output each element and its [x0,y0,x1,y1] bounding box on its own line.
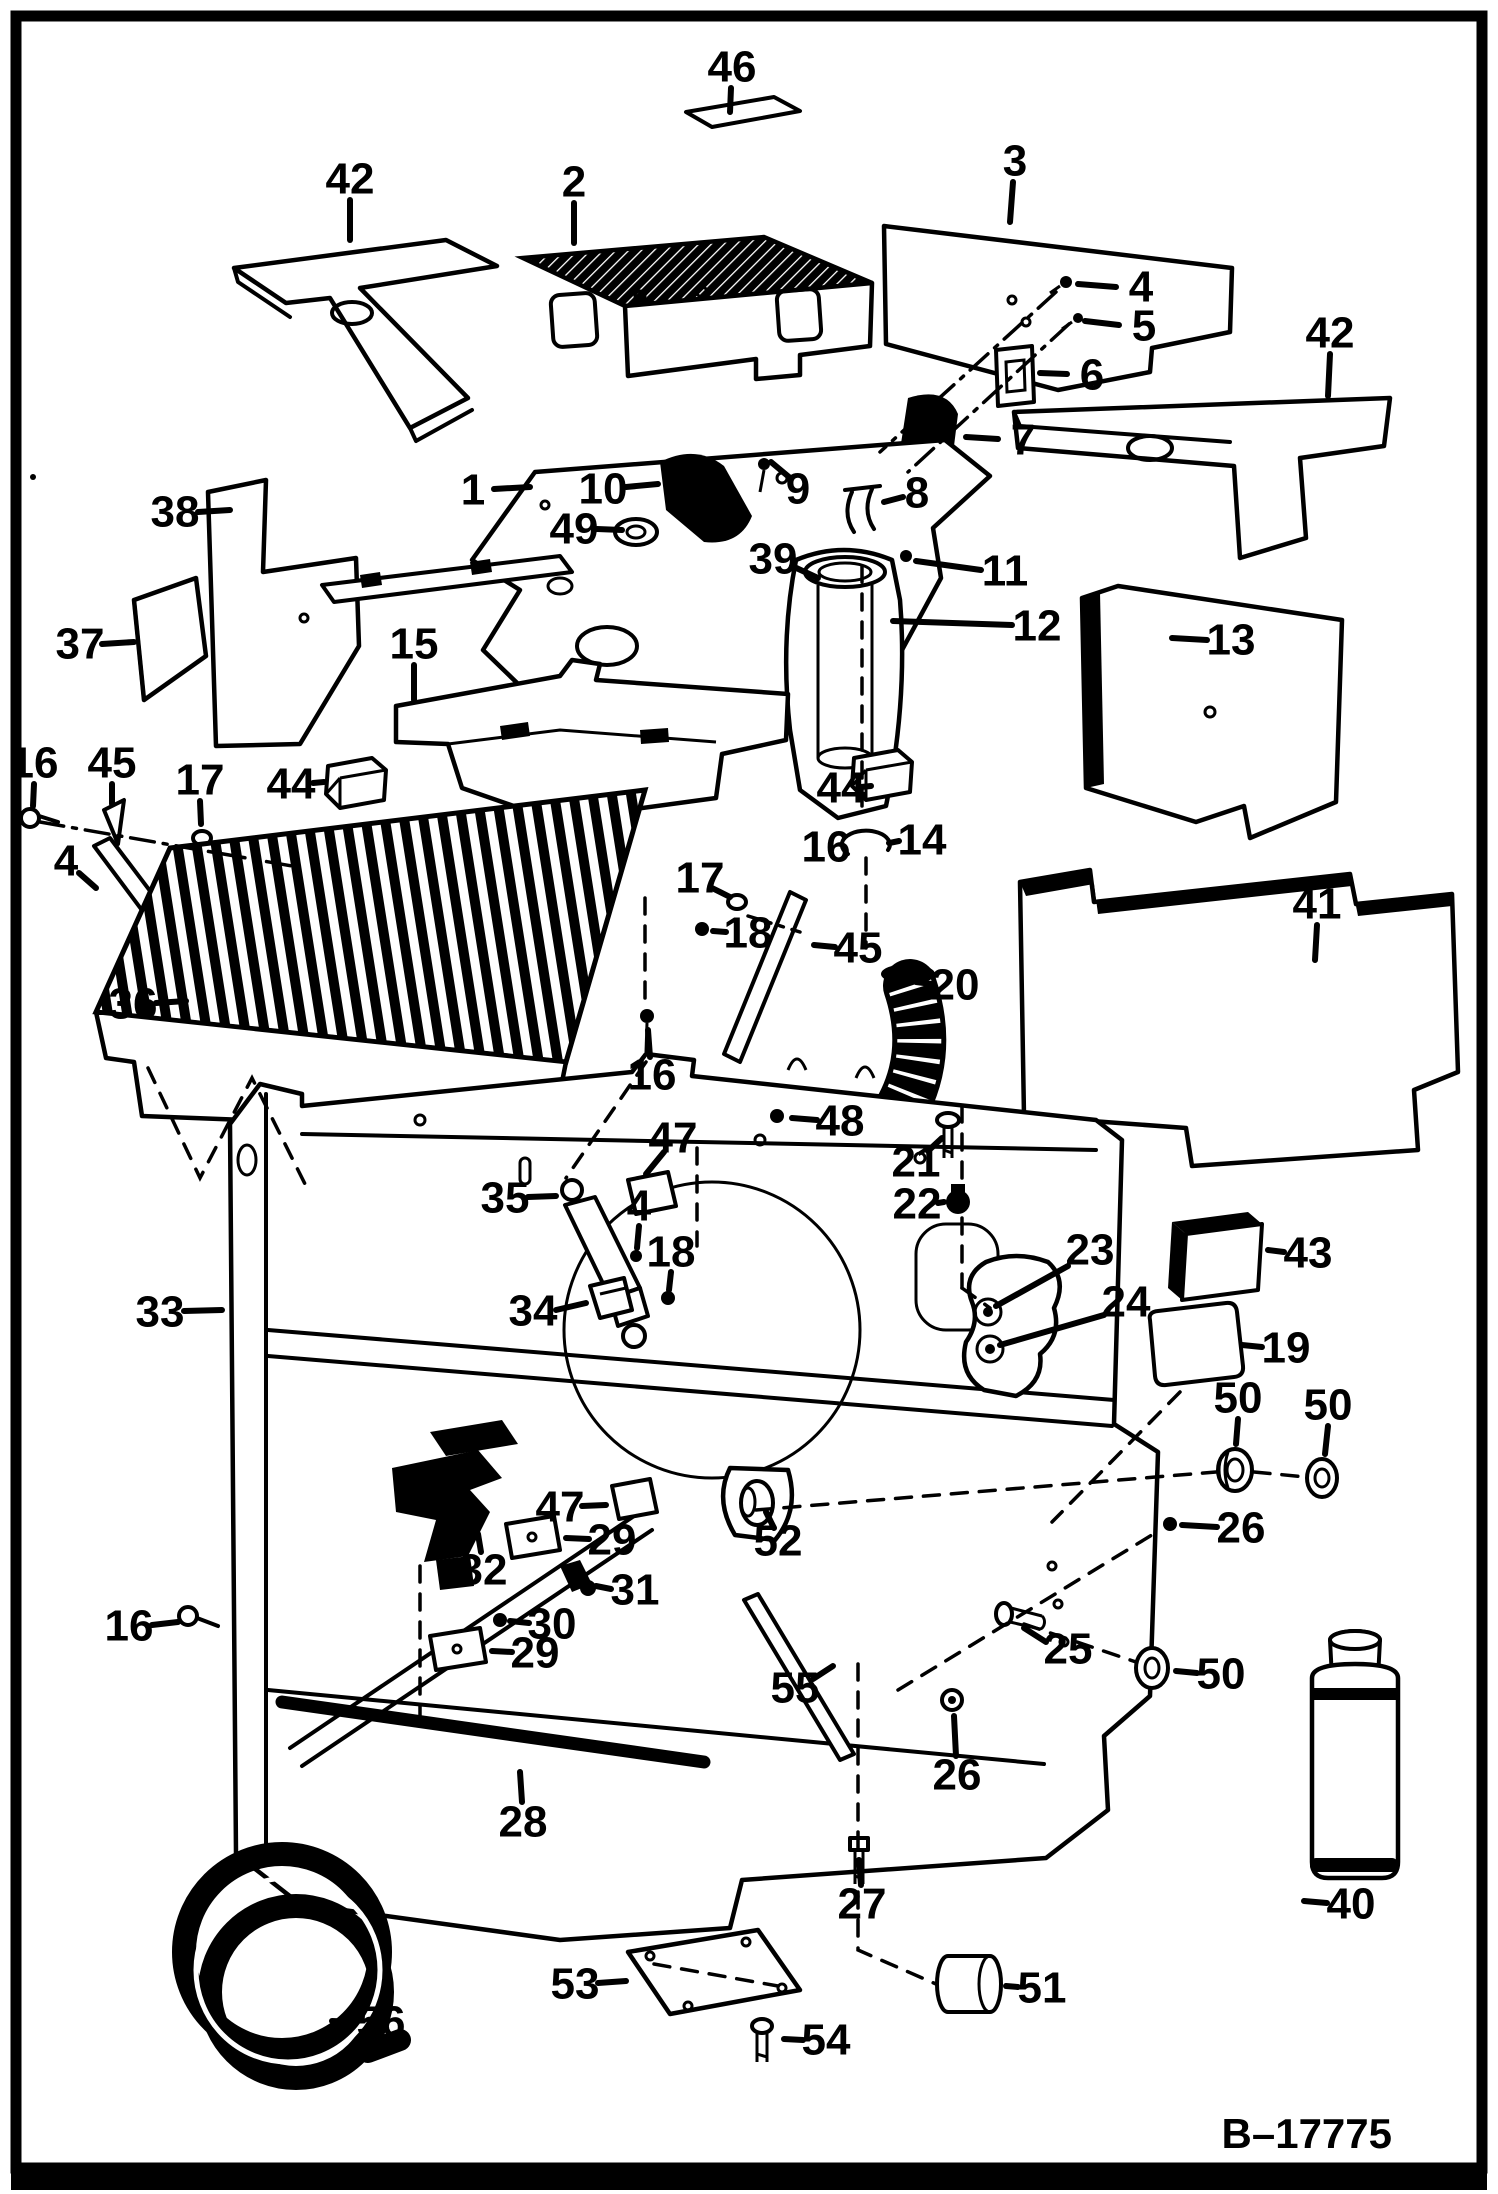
leader-line-29 [492,1651,512,1652]
callout-37: 37 [55,619,105,669]
part-37-foam-pad [134,578,206,700]
callout-47: 47 [535,1482,585,1532]
leader-line-1 [494,487,530,489]
part-42-right-foam-plate [1014,398,1390,558]
part-50-grommet-bottom [1136,1648,1168,1688]
callout-9: 9 [785,464,811,514]
stray-dot [30,474,36,480]
callout-26: 26 [1216,1503,1266,1553]
callout-47: 47 [648,1113,698,1163]
callout-50: 50 [1303,1380,1353,1430]
callout-42: 42 [1305,308,1355,358]
leader-line-33 [184,1310,222,1311]
leader-line-16 [152,1622,178,1625]
callout-15: 15 [389,619,439,669]
part-29-plate-lower [430,1628,486,1670]
leader-line-19 [1242,1345,1262,1347]
part-44-block-left [326,758,386,808]
callout-27: 27 [837,1879,887,1929]
callout-19: 19 [1261,1323,1311,1373]
callout-34: 34 [508,1286,558,1336]
part-3-side-panel [884,226,1232,390]
callout-4: 4 [1128,262,1154,312]
callout-36: 36 [108,979,158,1029]
callout-33: 33 [135,1287,185,1337]
leader-line-5 [1085,321,1119,325]
leader-line-41 [1315,925,1317,960]
leader-line-50 [1325,1426,1328,1454]
callout-50: 50 [1196,1649,1246,1699]
part-46-shim-plate [686,97,800,127]
callout-24: 24 [1101,1277,1151,1327]
part-6-clip-bracket [996,346,1034,406]
callout-3: 3 [1002,136,1028,186]
callout-16: 16 [801,822,851,872]
part-26-rivet-right [1163,1517,1177,1531]
leader-line-4 [79,873,96,888]
part-16-bolt-bottomleft [179,1607,218,1626]
construction-line [1254,1472,1306,1477]
callout-6: 6 [1079,350,1105,400]
part-40-spray-can [1310,1631,1398,1878]
callout-29: 29 [587,1515,637,1565]
callout-13: 13 [1206,615,1256,665]
callout-26: 26 [932,1750,982,1800]
callout-45: 45 [833,923,883,973]
leader-line-38 [198,510,230,512]
callout-55: 55 [770,1663,820,1713]
callout-16: 16 [627,1050,677,1100]
callout-38: 38 [150,487,200,537]
leader-line-45 [814,945,835,947]
leader-line-42 [1328,354,1330,396]
callout-45: 45 [87,738,137,788]
leader-line-3 [1010,182,1013,222]
callout-16: 16 [104,1601,154,1651]
callout-39: 39 [748,534,798,584]
callout-28: 28 [498,1797,548,1847]
callout-50: 50 [1213,1373,1263,1423]
callout-31: 31 [610,1565,660,1615]
callout-40: 40 [1326,1879,1376,1929]
leader-line-50 [1236,1419,1238,1444]
leader-line-7 [966,437,998,439]
part-51-sleeve [937,1956,1001,2012]
part-30-rivet [493,1613,507,1627]
part-43-foam-block [1168,1212,1262,1300]
callout-18: 18 [646,1227,696,1277]
callout-53: 53 [550,1959,600,2009]
leader-line-53 [598,1981,626,1983]
callout-4: 4 [53,836,79,886]
part-50-grommet-left [1218,1449,1252,1491]
callout-8: 8 [904,468,930,518]
callout-48: 48 [815,1096,865,1146]
part-54-bolt [752,2019,772,2062]
callout-7: 7 [1010,415,1036,465]
callout-23: 23 [1065,1225,1115,1275]
callout-1: 1 [460,465,486,515]
page-border-bottom [11,2168,1487,2190]
callout-56: 56 [356,1997,406,2047]
callout-17: 17 [175,755,225,805]
callout-4: 4 [626,1181,652,1231]
callout-46: 46 [707,42,757,92]
leader-line-35 [528,1196,556,1197]
part-42-left-foam-plate [234,240,497,441]
part-34-wedge-bracket [590,1278,632,1318]
callout-5: 5 [1131,301,1157,351]
leader-line-12 [893,621,1012,625]
leader-line-48 [792,1118,817,1120]
leader-line-46 [730,88,731,112]
leader-line-54 [784,2039,803,2040]
callout-12: 12 [1012,601,1062,651]
callout-44: 44 [816,763,866,813]
part-26-grommet-bottom [942,1690,962,1710]
callout-20: 20 [930,960,980,1010]
leader-line-40 [1304,1901,1327,1903]
callout-41: 41 [1292,879,1342,929]
leader-line-49 [597,529,622,530]
leader-line-29 [566,1538,589,1539]
leader-line-26 [1182,1525,1217,1527]
leader-line-51 [1006,1986,1018,1987]
callout-51: 51 [1017,1963,1067,2013]
figure-ref: B–17775 [1221,2110,1392,2157]
leader-line-50 [1176,1671,1197,1673]
part-48-rivet [770,1109,784,1123]
callout-54: 54 [801,2015,851,2065]
part-33-main-frame [230,1054,1158,1940]
part-4-rivet-mid [630,1250,642,1262]
callout-30: 30 [527,1599,577,1649]
callout-22: 22 [892,1179,942,1229]
callout-16: 16 [9,738,59,788]
part-11-bolt [900,550,912,562]
callout-18: 18 [723,908,773,958]
callout-49: 49 [549,504,599,554]
callout-42: 42 [325,154,375,204]
callout-11: 11 [981,546,1029,596]
leader-line-6 [1040,373,1067,374]
callout-32: 32 [458,1545,508,1595]
callout-17: 17 [675,853,725,903]
part-18-rivet-lower [661,1291,675,1305]
part-50-grommet-right [1307,1459,1337,1497]
callout-52: 52 [753,1516,803,1566]
leader-line-30 [510,1621,529,1623]
callout-44: 44 [266,759,316,809]
callout-10: 10 [578,464,628,514]
leader-line-36 [156,1001,186,1003]
callout-14: 14 [897,815,947,865]
part-47-pad-lower [612,1479,657,1519]
part-2-rear-panel [523,237,872,379]
leader-line-4 [1078,284,1116,287]
leader-line-56 [332,2021,357,2022]
callout-25: 25 [1043,1624,1093,1674]
callout-43: 43 [1283,1228,1333,1278]
callout-29: 29 [510,1628,560,1678]
leader-line-47 [582,1505,606,1506]
part-18-rivet-mid [695,922,709,936]
callout-21: 21 [891,1137,941,1187]
part-38-left-panel [208,480,359,746]
leader-line-43 [1268,1250,1284,1252]
leader-line-31 [596,1586,611,1589]
part-53-cover-plate [628,1930,800,2014]
leader-line-37 [102,642,134,644]
callout-2: 2 [561,157,587,207]
leader-line-10 [626,484,658,487]
leader-line-13 [1172,638,1207,640]
callout-35: 35 [480,1173,530,1223]
